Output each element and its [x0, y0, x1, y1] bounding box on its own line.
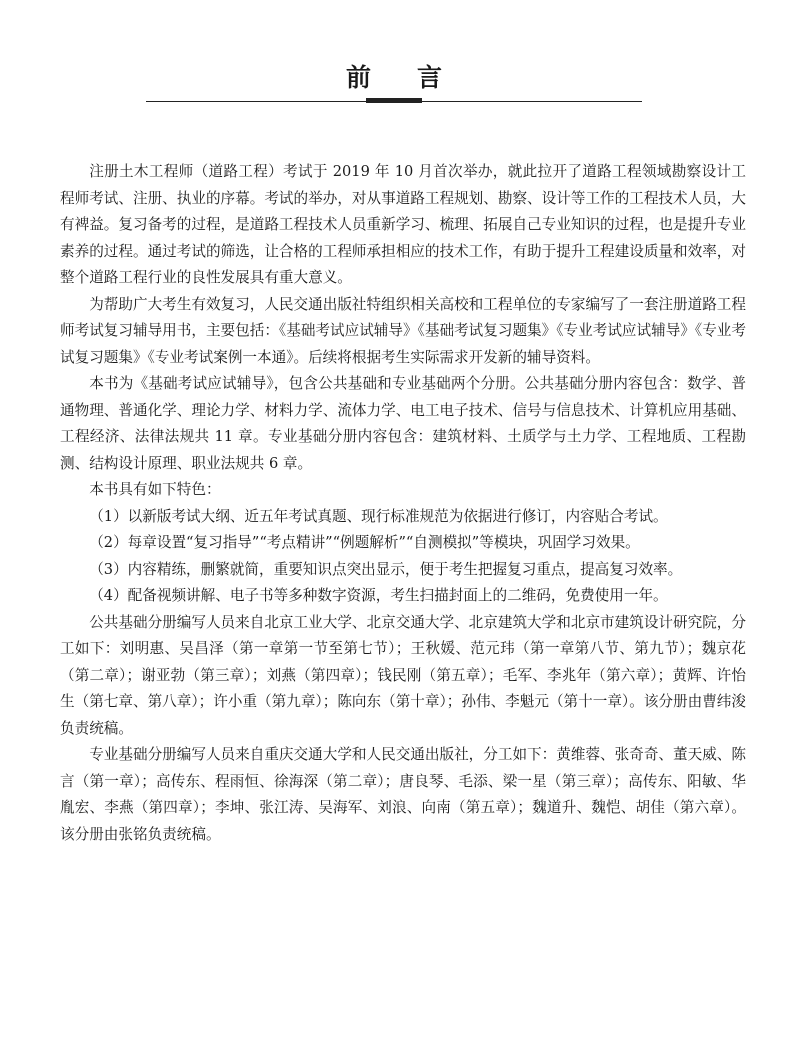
paragraph-feature-2: （2）每章设置“复习指导”“考点精讲”“例题解析”“自测模拟”等模块，巩固学习效果。 — [89, 534, 640, 551]
title-underline-accent — [366, 98, 422, 103]
paragraph-feature-1: （1）以新版考试大纲、近五年考试真题、现行标准规范为依据进行修订，内容贴合考试。 — [89, 507, 668, 525]
paragraph-professional-authors: 专业基础分册编写人员来自重庆交通大学和人民交通出版社，分工如下：黄维蓉、张奇奇、董天威、陈言（第一章）；高传东、程雨恒、徐海深（第二章）；唐良琴、毛添、梁一星（第三章）；高传东、阳敏、华胤宏、李燕（第四章）；李坤、张江涛、吴海军、刘浪、向南（第五章）；魏道升、魏恺、胡佳（第六章）。该分册由张铭负责统稿。 — [60, 746, 746, 843]
paragraph-intro: 注册土木工程师（道路工程）考试于 2019 年 10 月首次举办，就此拉开了道路工程领域勘察设计工程师考试、注册、执业的序幕。考试的举办，对从事道路工程规划、勘察、设计等工作的工程技术人员，大有裨益。复习备考的过程，是道路工程技术人员重新学习、梳理、拓展自己专业知识的过程，也是提升专业素养的过程。通过考试的筛选，让合格的工程师承担相应的技术工作，有助于提升工程建设质量和效率，对整个道路工程行业的良性发展具有重大意义。 — [60, 163, 746, 286]
paragraph-book-series: 为帮助广大考生有效复习，人民交通出版社特组织相关高校和工程单位的专家编写了一套注册道路工程师考试复习辅导用书，主要包括：《基础考试应试辅导》《基础考试复习题集》《专业考试应试辅导》《专业考试复习题集》《专业考试案例一本通》。后续将根据考生实际需求开发新的辅导资料。 — [60, 295, 746, 366]
page-title — [0, 58, 790, 94]
paragraph-public-authors: 公共基础分册编写人员来自北京工业大学、北京交通大学、北京建筑大学和北京市建筑设计研究院，分工如下：刘明惠、吴昌泽（第一章第一节至第七节）；王秋媛、范元玮（第一章第八节、第九节）；魏京花（第二章）；谢亚勃（第三章）；刘燕（第四章）；钱民刚（第五章）；毛军、李兆年（第六章）；黄辉、许怡生（第七章、第八章）；许小重（第九章）；陈向东（第十章）；孙伟、李魁元（第十一章）。该分册由曹纬浚负责统稿。 — [60, 613, 746, 737]
paragraph-book-contents: 本书为《基础考试应试辅导》，包含公共基础和专业基础两个分册。公共基础分册内容包含：数学、普通物理、普通化学、理论力学、材料力学、流体力学、电工电子技术、信号与信息技术、计算机应用基础、工程经济、法律法规共 11 章。专业基础分册内容包含：建筑材料、土质学与土力学、工程地质、工程勘测、结构设计原理、职业法规共 6 章。 — [60, 375, 746, 472]
paragraph-features-heading: 本书具有如下特色： — [89, 481, 221, 498]
paragraph-feature-3: （3）内容精练，删繁就简，重要知识点突出显示，便于考生把握复习重点，提高复习效率。 — [89, 560, 683, 578]
preface-body — [60, 159, 746, 848]
title-char-right: 言 — [417, 63, 445, 92]
paragraph-feature-4: （4）配备视频讲解、电子书等多种数字资源，考生扫描封面上的二维码，免费使用一年。 — [89, 587, 668, 604]
title-char-left: 前 — [345, 63, 373, 92]
